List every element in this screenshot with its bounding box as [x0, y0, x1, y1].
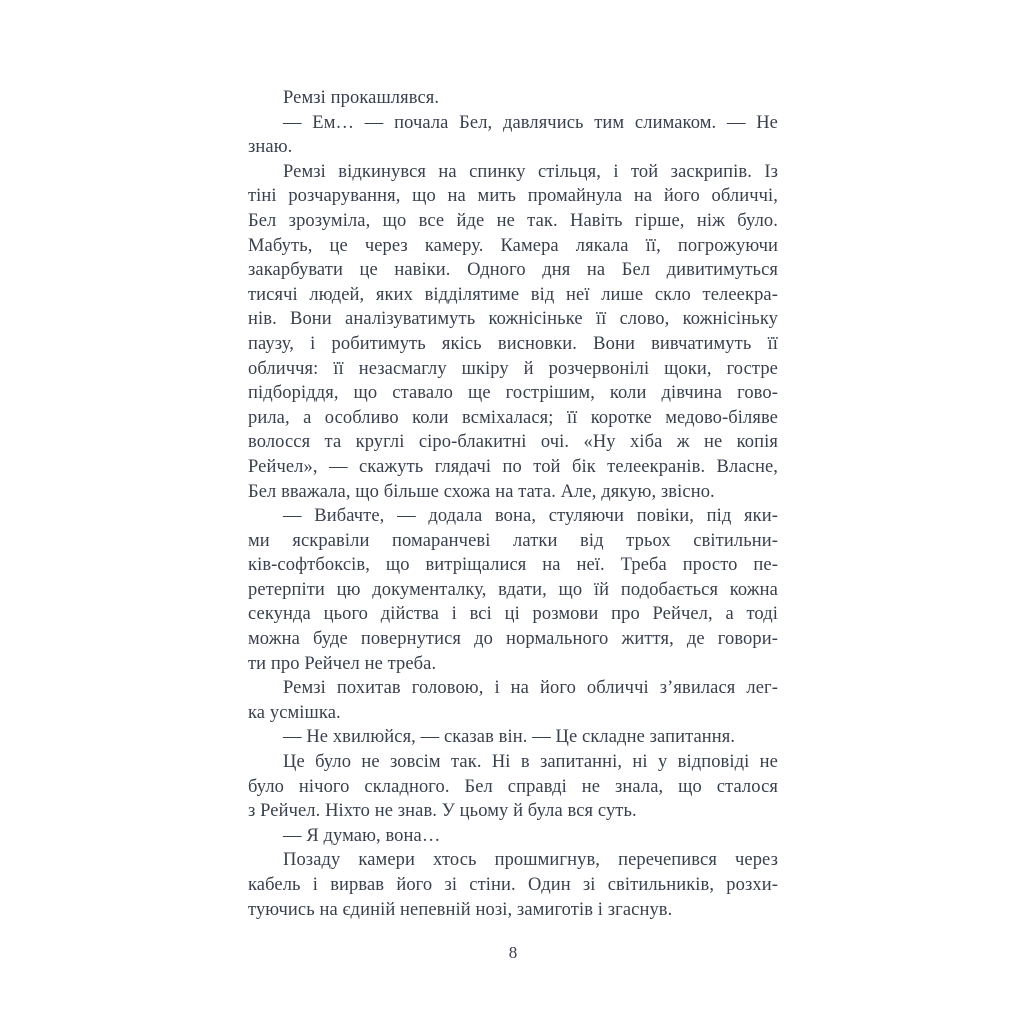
- text-line: Ремзі прокашлявся.: [283, 88, 440, 108]
- text-line: тисячі людей, яких відділятиме від неї лише скло телеекра-: [248, 284, 778, 305]
- paragraph: [248, 160, 778, 504]
- text-line: Ремзі відкинувся на спинку стільця, і той заскрипів. Із: [283, 161, 778, 182]
- text-line: ків-софтбоксів, що витріщалися на неї. Треба просто пе-: [248, 555, 778, 576]
- paragraph: [248, 86, 778, 111]
- text-line: — Ем… — почала Бел, давлячись тим слимаком. — Не: [283, 112, 778, 133]
- text-line: туючись на єдиній непевній нозі, замиготів і згаснув.: [248, 899, 673, 920]
- page-number: 8: [508, 943, 518, 962]
- text-line: волосся та круглі сіро-блакитні очі. «Ну хіба ж не копія: [248, 432, 778, 453]
- paragraph: [248, 824, 778, 849]
- text-line: підборіддя, що ставало ще гострішим, коли дівчина гово-: [248, 383, 778, 404]
- text-line: з Рейчел. Ніхто не знав. У цьому й була вся суть.: [248, 801, 637, 822]
- text-line: обличчя: її незасмаглу шкіру й розчервонілі щоки, гостре: [248, 358, 778, 379]
- text-line: було нічого складного. Бел справді не знала, що сталося: [248, 776, 778, 797]
- paragraph: [248, 676, 778, 725]
- page-text: [248, 86, 778, 922]
- text-line: паузу, і робитимуть якісь висновки. Вони вивчатимуть її: [248, 333, 778, 354]
- paragraph: [248, 725, 778, 750]
- text-line: Рейчел», — скажуть глядачі по той бік телеекранів. Власне,: [248, 456, 778, 477]
- text-line: закарбувати це навіки. Одного дня на Бел дивитимуться: [248, 260, 778, 281]
- text-line: знаю.: [248, 137, 293, 158]
- text-line: тіні розчарування, що на мить промайнула на його обличчі,: [248, 186, 778, 207]
- text-line: Позаду камери хтось прошмигнув, перечепився через: [283, 850, 778, 871]
- paragraph: [248, 750, 778, 824]
- paragraph: [248, 848, 778, 922]
- text-line: ми яскравіли помаранчеві латки від трьох світильни-: [248, 530, 778, 551]
- text-line: — Не хвилюйся, — сказав він. — Це складне запитання.: [283, 727, 736, 748]
- text-line: Бел вважала, що більше схожа на тата. Але, дякую, звісно.: [248, 481, 715, 502]
- text-line: Ремзі похитав головою, і на його обличчі з’явилася лег-: [283, 678, 778, 699]
- text-line: можна буде повернутися до нормального життя, де говори-: [248, 629, 778, 650]
- paragraph: [248, 504, 778, 676]
- text-line: Це було не зовсім так. Ні в запитанні, ні у відповіді не: [283, 752, 778, 773]
- text-line: рила, а особливо коли всміхалася; її коротке медово-біляве: [248, 407, 778, 428]
- text-line: ти про Рейчел не треба.: [248, 653, 437, 674]
- text-line: ка усмішка.: [248, 702, 341, 723]
- text-line: секунда цього дійства і всі ці розмови про Рейчел, а тоді: [248, 604, 778, 625]
- text-line: кабель і вирвав його зі стіни. Один зі світильників, розхи-: [248, 875, 778, 895]
- text-line: — Я думаю, вона…: [283, 825, 441, 846]
- text-line: нів. Вони аналізуватимуть кожнісіньке її слово, кожнісіньку: [248, 309, 778, 330]
- text-line: ретерпіти цю документалку, вдати, що їй подобається кожна: [248, 579, 778, 600]
- paragraph: [248, 111, 778, 160]
- text-line: — Вибачте, — додала вона, стуляючи повіки, під яки-: [283, 506, 778, 527]
- text-line: Бел зрозуміла, що все йде не так. Навіть гірше, ніж було.: [248, 210, 778, 231]
- text-line: Мабуть, це через камеру. Камера лякала її, погрожуючи: [248, 235, 778, 256]
